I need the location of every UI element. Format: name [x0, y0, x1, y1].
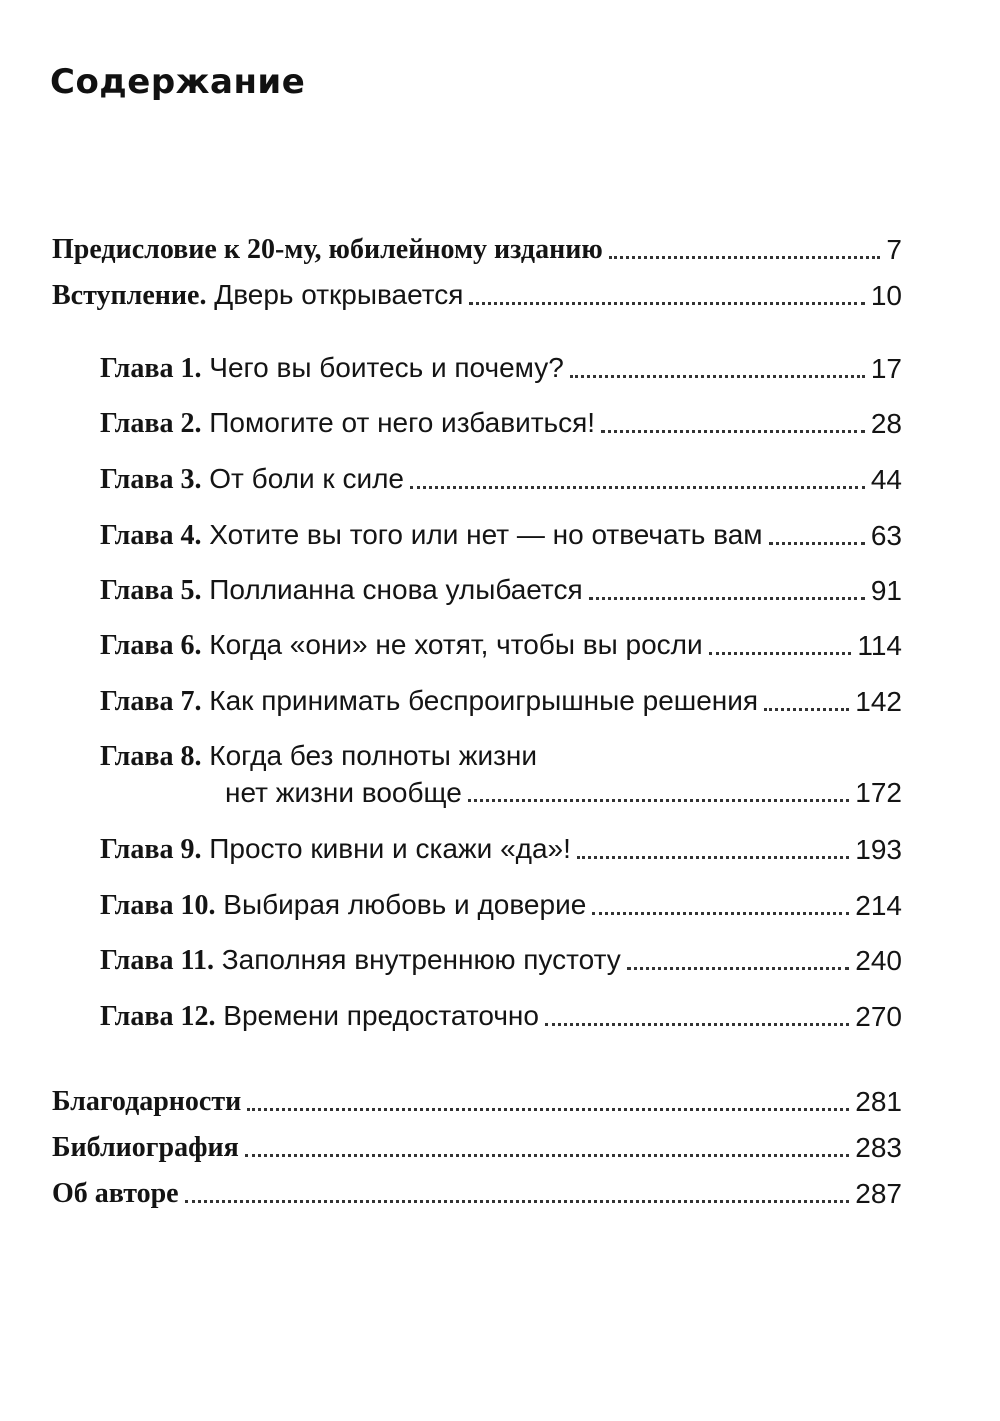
- dot-leader: [709, 652, 852, 655]
- page-number: 28: [870, 408, 902, 439]
- dot-leader: [592, 912, 849, 915]
- entry-bold-label: Об авторе: [52, 1178, 179, 1209]
- dot-leader: [410, 486, 865, 489]
- toc-entry-chapter-5[interactable]: [100, 576, 902, 605]
- chapter-label: Глава 7.: [100, 686, 202, 717]
- dot-leader: [601, 430, 865, 433]
- page-number: 114: [857, 630, 902, 661]
- chapter-label: Глава 5.: [100, 575, 202, 606]
- page-number: 287: [855, 1178, 902, 1209]
- page-number: 142: [855, 686, 902, 717]
- dot-leader: [577, 856, 849, 859]
- chapter-label: Глава 11.: [100, 945, 214, 976]
- chapter-label: Глава 2.: [100, 408, 202, 439]
- toc-entry-chapter-6[interactable]: [100, 631, 902, 660]
- toc-entry-bibliography[interactable]: [52, 1133, 902, 1162]
- chapter-label: Глава 9.: [100, 834, 202, 865]
- toc-entry-chapter-8-line-2[interactable]: [225, 779, 902, 807]
- toc-entry-chapter-9[interactable]: [100, 835, 902, 864]
- chapter-label: Глава 3.: [100, 464, 202, 495]
- chapter-title: Как принимать беспроигрышные решения: [209, 685, 759, 716]
- entry-title: Дверь открывается: [214, 279, 464, 310]
- page-number: 214: [855, 890, 902, 921]
- chapter-title-continuation: нет жизни вообще: [225, 777, 462, 808]
- page-number: 172: [855, 777, 902, 808]
- toc-entry-chapter-4[interactable]: [100, 521, 902, 550]
- toc-entry-chapter-10[interactable]: [100, 891, 902, 920]
- chapter-title: Заполняя внутреннюю пустоту: [221, 944, 621, 975]
- chapter-label: Глава 8.: [100, 741, 202, 772]
- toc-entry-acknowledgements[interactable]: [52, 1087, 902, 1116]
- page-number: 17: [870, 353, 902, 384]
- chapter-label: Глава 12.: [100, 1001, 216, 1032]
- dot-leader: [247, 1108, 849, 1111]
- dot-leader: [609, 256, 881, 259]
- page-number: 193: [855, 834, 902, 865]
- entry-bold-label: Благодарности: [52, 1086, 242, 1117]
- chapter-label: Глава 1.: [100, 353, 202, 384]
- dot-leader: [589, 597, 865, 600]
- chapter-title: От боли к силе: [209, 463, 404, 494]
- dot-leader: [769, 542, 865, 545]
- entry-bold-label: Библиография: [52, 1132, 239, 1163]
- dot-leader: [764, 708, 849, 711]
- chapter-title: Поллианна снова улыбается: [209, 574, 583, 605]
- toc-entry-chapter-7[interactable]: [100, 687, 902, 716]
- toc-entry-chapter-12[interactable]: [100, 1002, 902, 1031]
- chapter-title: Хотите вы того или нет — но отвечать вам: [209, 519, 763, 550]
- entry-bold-label: Предисловие к 20-му, юбилейному изданию: [52, 234, 603, 265]
- chapter-title: Чего вы боитесь и почему?: [209, 352, 564, 383]
- chapter-label: Глава 6.: [100, 630, 202, 661]
- toc-entry-introduction[interactable]: [52, 281, 902, 310]
- page-number: 240: [855, 945, 902, 976]
- toc-entry-chapter-1[interactable]: [100, 354, 902, 383]
- dot-leader: [468, 799, 849, 802]
- toc-entry-chapter-2[interactable]: [100, 409, 902, 438]
- toc-entry-chapter-8-line-1[interactable]: [100, 742, 537, 771]
- dot-leader: [469, 302, 864, 305]
- chapter-title: Когда «они» не хотят, чтобы вы росли: [209, 629, 703, 660]
- page-number: 63: [870, 520, 902, 551]
- dot-leader: [245, 1154, 850, 1157]
- toc-entry-foreword[interactable]: [52, 235, 902, 264]
- chapter-label: Глава 4.: [100, 520, 202, 551]
- toc-entry-chapter-3[interactable]: [100, 465, 902, 494]
- dot-leader: [627, 967, 850, 970]
- dot-leader: [545, 1023, 849, 1026]
- chapter-title: Выбирая любовь и доверие: [223, 889, 587, 920]
- toc-entry-about-author[interactable]: [52, 1179, 902, 1208]
- page-number: 44: [870, 464, 902, 495]
- chapter-title: Когда без полноты жизни: [209, 740, 538, 771]
- entry-bold-label: Вступление.: [52, 280, 207, 311]
- page-number: 91: [870, 575, 902, 606]
- chapter-label: Глава 10.: [100, 890, 216, 921]
- page-number: 10: [870, 280, 902, 311]
- chapter-title: Времени предостаточно: [223, 1000, 539, 1031]
- page-number: 283: [855, 1132, 902, 1163]
- chapter-title: Просто кивни и скажи «да»!: [209, 833, 571, 864]
- chapter-title: Помогите от него избавиться!: [209, 407, 596, 438]
- page-number: 7: [886, 234, 902, 265]
- dot-leader: [185, 1200, 850, 1203]
- dot-leader: [570, 375, 865, 378]
- page-title: Содержание: [50, 62, 306, 102]
- page-number: 281: [855, 1086, 902, 1117]
- page-number: 270: [855, 1001, 902, 1032]
- toc-entry-chapter-11[interactable]: [100, 946, 902, 975]
